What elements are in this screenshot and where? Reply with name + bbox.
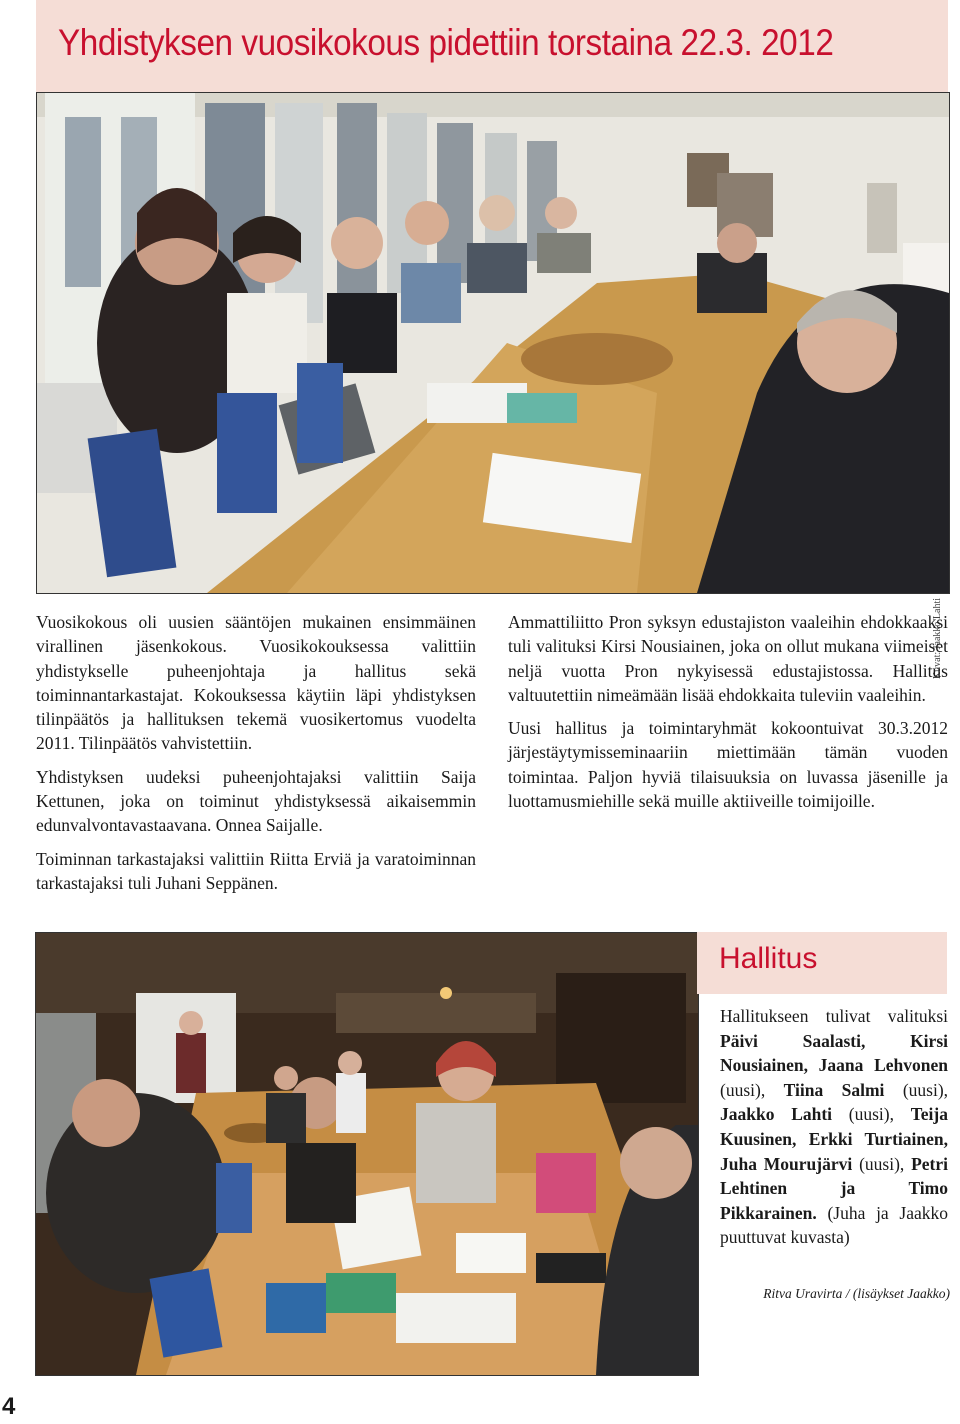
hallitus-heading: Hallitus [719, 942, 818, 975]
hallitus-intro: Hallitukseen tulivat valituksi [720, 1006, 948, 1026]
board-members: Petri Lehtinen ja Timo Pikkarainen. [720, 1153, 948, 1223]
board-members: Jaakko Lahti [720, 1104, 833, 1125]
board-members: Teija Kuusinen, Erkki Turtiainen, Juha Mourujärvi [720, 1104, 948, 1174]
board-members: Päivi Saalasti, Kirsi Nousiainen, Jaana Lehvonen [720, 1030, 948, 1076]
paragraph: Ammattiliitto Pron syksyn edustajiston vaaleihin ehdokkaaksi tuli valituksi Kirsi Nousiainen, joka on ollut mukana viimeiset neljä vuotta Pron nykyisessä edustajistossa. Hallitus valtuutettiin nimeämään lisää ehdokkaita tuleviin vaaleihin. [508, 612, 948, 705]
author-signature: Ritva Uravirta / (lisäykset Jaakko) [763, 1286, 950, 1301]
board-members: Tiina Salmi [783, 1079, 885, 1100]
photo-credit: Kuvat: Jaakko Lahti [932, 598, 943, 680]
hallitus-text [720, 1004, 948, 1250]
hallitus-banner [697, 932, 947, 994]
page-title: Yhdistyksen vuosikokous pidettiin torstaina 22.3. 2012 [58, 22, 834, 63]
paragraph: Toiminnan tarkastajaksi valittiin Riitta Erviä ja varatoiminnan tarkastajaksi tuli Juhani Seppänen. [36, 848, 476, 893]
meeting-photo-top [36, 92, 950, 594]
right-column [508, 610, 948, 822]
meeting-photo-bottom [35, 932, 699, 1376]
hallitus-outro: (Juha ja Jaakko puuttuvat kuvasta) [720, 1202, 948, 1248]
paragraph: Vuosikokous oli uusien sääntöjen mukainen ensimmäinen virallinen jäsenkokous. Vuosikokouksessa valittiin yhdistykselle puheenjohtaja ja hallitus sekä toiminnantarkastajat. Kokouksessa käytiin läpi yhdistyksen tilinpäätös ja hallituksen tekemä vuosikertomus vuodelta 2011. Tilinpäätös vahvistettiin. [36, 612, 476, 754]
member-note: (uusi), [848, 1104, 894, 1125]
left-column [36, 610, 476, 904]
member-note: (uusi), [720, 1079, 766, 1100]
paragraph: Yhdistyksen uudeksi puheenjohtajaksi valittiin Saija Kettunen, joka on toiminut yhdistyksessä aikaisemmin edunvalvontavastaavana. Onnea Saijalle. [36, 766, 476, 836]
member-note: (uusi), [859, 1153, 905, 1174]
title-banner [36, 0, 948, 92]
member-note: (uusi), [902, 1079, 949, 1100]
page-number: 4 [2, 1393, 16, 1420]
paragraph: Uusi hallitus ja toimintaryhmät kokoontuivat 30.3.2012 järjestäytymisseminaariin miettimään tämän vuoden toimintaa. Paljon hyviä tilaisuuksia on luvassa jäsenille ja luottamusmiehille sekä muille aktiiveille toimijoille. [508, 718, 948, 812]
